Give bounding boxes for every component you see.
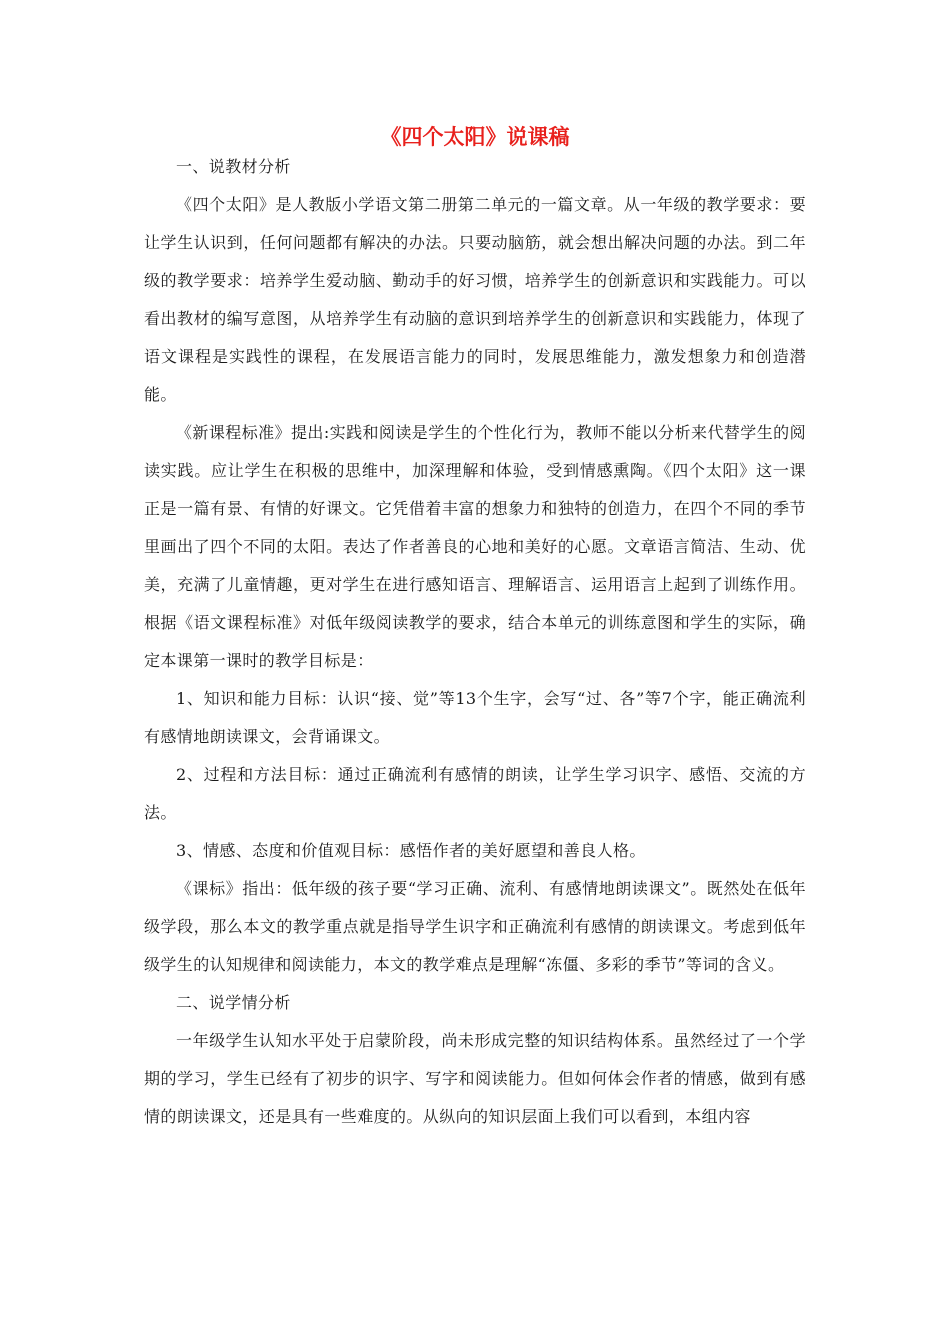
body-paragraph: 一年级学生认知水平处于启蒙阶段，尚未形成完整的知识结构体系。虽然经过了一个学期的学习，学生已经有了初步的识字、写字和阅读能力。但如何体会作者的情感，做到有感情的朗读课文，还是具有一些难度的。从纵向的知识层面上我们可以看到，本组内容 bbox=[144, 1031, 806, 1126]
body-paragraph: 《课标》指出：低年级的孩子要“学习正确、流利、有感情地朗读课文”。既然处在低年级学段，那么本文的教学重点就是指导学生识字和正确流利有感情的朗读课文。考虑到低年级学生的认知规律和阅读能力，本文的教学难点是理解“冻僵、多彩的季节”等词的含义。 bbox=[144, 879, 806, 974]
goal-item: 3、情感、态度和价值观目标：感悟作者的美好愿望和善良人格。 bbox=[176, 841, 646, 860]
document-body bbox=[144, 148, 806, 1136]
section-heading-textbook-analysis: 一、说教材分析 bbox=[176, 157, 291, 176]
body-paragraph: 《四个太阳》是人教版小学语文第二册第二单元的一篇文章。从一年级的教学要求：要让学生认识到，任何问题都有解决的办法。只要动脑筋，就会想出解决问题的办法。到二年级的教学要求：培养学生爱动脑、勤动手的好习惯，培养学生的创新意识和实践能力。可以看出教材的编写意图，从培养学生有动脑的意识到培养学生的创新意识和实践能力，体现了语文课程是实践性的课程，在发展语言能力的同时，发展思维能力，激发想象力和创造潜能。 bbox=[144, 195, 806, 404]
goal-item: 2、过程和方法目标：通过正确流利有感情的朗读，让学生学习识字、感悟、交流的方法。 bbox=[144, 765, 806, 822]
goal-item: 1、知识和能力目标：认识“接、觉”等13个生字，会写“过、各”等7个字，能正确流利有感情地朗读课文，会背诵课文。 bbox=[144, 689, 806, 746]
document-title: 《四个太阳》说课稿 bbox=[380, 125, 570, 149]
body-paragraph: 《新课程标准》提出:实践和阅读是学生的个性化行为，教师不能以分析来代替学生的阅读实践。应让学生在积极的思维中，加深理解和体验，受到情感熏陶。《四个太阳》这一课正是一篇有景、有情的好课文。它凭借着丰富的想象力和独特的创造力，在四个不同的季节里画出了四个不同的太阳。表达了作者善良的心地和美好的心愿。文章语言简洁、生动、优美，充满了儿童情趣，更对学生在进行感知语言、理解语言、运用语言上起到了训练作用。根据《语文课程标准》对低年级阅读教学的要求，结合本单元的训练意图和学生的实际，确定本课第一课时的教学目标是： bbox=[144, 423, 806, 670]
section-heading-student-analysis: 二、说学情分析 bbox=[176, 993, 291, 1012]
